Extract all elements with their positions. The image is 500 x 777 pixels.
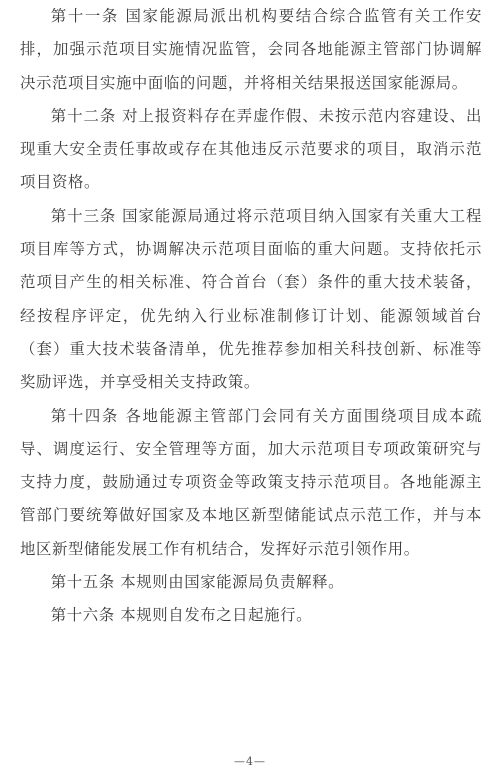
article-15-paragraph: 第十五条 本规则由国家能源局负责解释。 [50,573,345,592]
article-11-paragraph: 第十一条 国家能源局派出机构要结合综合监管有关工作安排，加强示范项目实施情况监管，会同各地能源主管部门协调解决示范项目实施中面临的问题，并将相关结果报送国家能源局。 [20,7,482,92]
article-14-paragraph: 第十四条 各地能源主管部门会同有关方面围绕项目成本疏导、调度运行、安全管理等方面，加大示范项目专项政策研究与支持力度，鼓励通过专项资金等政策支持示范项目。各地能源主管部门要统筹做好国家及本地区新型储能试点示范工作，并与本地区新型储能发展工作有机结合，发挥好示范引领作用。 [20,406,482,558]
page-number: —4— [234,755,266,768]
document-body [20,0,482,633]
article-16-paragraph: 第十六条 本规则自发布之日起施行。 [50,606,313,625]
article-13-paragraph: 第十三条 国家能源局通过将示范项目纳入国家有关重大工程项目库等方式，协调解决示范项目面临的重大问题。支持依托示范项目产生的相关标准、符合首台（套）条件的重大技术装备，经按程序评定，优先纳入行业标准制修订计划、能源领域首台（套）重大技术装备清单，优先推荐参加相关科技创新、标准等奖励评选，并享受相关支持政策。 [20,206,482,392]
article-12-paragraph: 第十二条 对上报资料存在弄虚作假、未按示范内容建设、出现重大安全责任事故或存在其他违反示范要求的项目，取消示范项目资格。 [20,106,482,192]
